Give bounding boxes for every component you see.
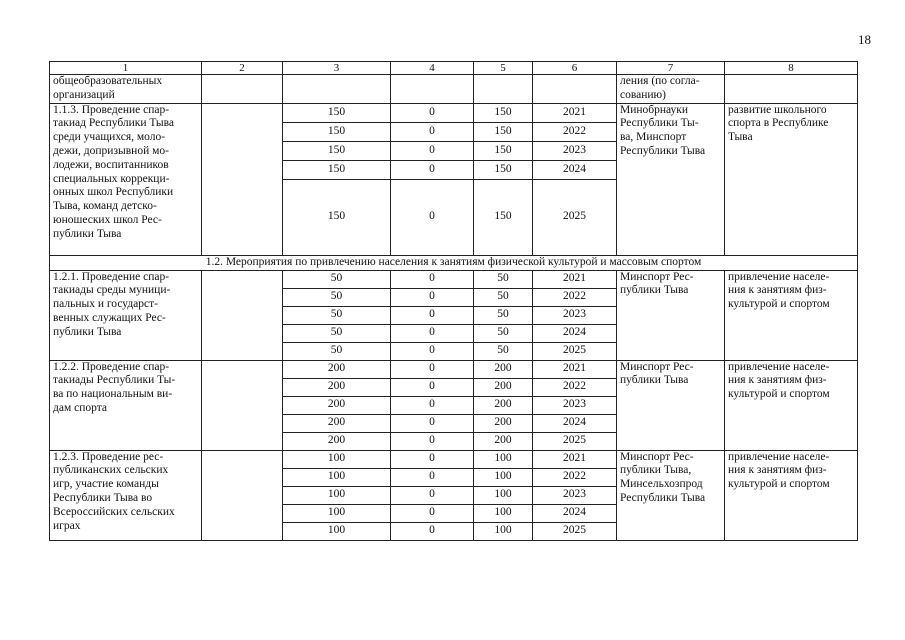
header-row	[50, 62, 858, 75]
year-cell: 2024	[533, 504, 617, 522]
empty-cell	[725, 75, 858, 104]
funding-cell: 100	[283, 504, 391, 522]
funding-cell: 100	[474, 522, 533, 540]
text-line: Минсельхозпрод	[620, 478, 703, 491]
text-line: юношеских школ Рес-	[53, 213, 162, 226]
funding-cell: 0	[391, 342, 474, 360]
header-cell: 3	[283, 62, 391, 75]
funding-cell: 100	[283, 450, 391, 468]
text-line: Минспорт Рес-	[620, 270, 694, 283]
text-line: Минспорт Рес-	[620, 450, 694, 463]
text-line: ния к занятиям физ-	[728, 464, 827, 477]
table-row	[50, 270, 858, 288]
text-line: организаций	[53, 88, 115, 101]
event-name	[50, 360, 202, 450]
text-line: лодежи, воспитанников	[53, 158, 169, 171]
funding-cell: 50	[283, 288, 391, 306]
year-cell: 2022	[533, 468, 617, 486]
header-cell: 7	[617, 62, 725, 75]
text-line: 1.2.2. Проведение спар-	[53, 360, 170, 373]
year-cell: 2025	[533, 342, 617, 360]
text-line: играх	[53, 519, 81, 532]
funding-cell: 150	[283, 141, 391, 160]
funding-cell: 200	[474, 360, 533, 378]
text-line: Тыва	[728, 131, 753, 144]
funding-cell: 0	[391, 432, 474, 450]
text-line: Минспорт Рес-	[620, 360, 694, 373]
text-line: специальных коррекци-	[53, 172, 170, 185]
text-line: пальных и государст-	[53, 298, 158, 311]
text-line: дам спорта	[53, 401, 107, 414]
text-line: Всероссийских сельских	[53, 505, 175, 518]
text-line: публики Тыва,	[620, 464, 692, 477]
continuation-row	[50, 75, 858, 104]
text-line: венных служащих Рес-	[53, 311, 166, 324]
empty-cell	[533, 75, 617, 104]
funding-cell: 0	[391, 396, 474, 414]
section-row	[50, 255, 858, 270]
funding-cell: 50	[283, 270, 391, 288]
year-cell: 2023	[533, 396, 617, 414]
funding-cell: 200	[283, 432, 391, 450]
funding-cell: 150	[283, 160, 391, 179]
year-cell: 2021	[533, 450, 617, 468]
text-line: ления (по согла-	[620, 75, 700, 87]
text-line: публики Тыва	[620, 374, 689, 387]
funding-cell: 0	[391, 324, 474, 342]
funding-cell: 150	[474, 122, 533, 141]
text-line: 1.1.3. Проведение спар-	[53, 103, 170, 116]
header-cell: 6	[533, 62, 617, 75]
funding-cell: 50	[283, 324, 391, 342]
text-line: культурой и спортом	[728, 298, 830, 311]
funding-cell: 0	[391, 486, 474, 504]
text-line: Тыва, команд детско-	[53, 200, 157, 213]
funding-cell: 200	[474, 414, 533, 432]
text-line: сованию)	[620, 88, 666, 101]
text-line: среди учащихся, моло-	[53, 131, 166, 144]
funding-cell: 0	[391, 288, 474, 306]
empty-cell	[474, 75, 533, 104]
text-line: 1.2.3. Проведение рес-	[53, 450, 164, 463]
funding-cell: 50	[283, 306, 391, 324]
year-cell: 2021	[533, 360, 617, 378]
executor	[617, 103, 725, 255]
empty-cell	[202, 450, 283, 540]
funding-cell: 100	[474, 450, 533, 468]
continuation-executor	[617, 75, 725, 104]
funding-cell: 0	[391, 306, 474, 324]
text-line: такиад Республики Тыва	[53, 117, 174, 130]
section-title: 1.2. Мероприятия по привлечению населения к занятиям физической культурой и массовым спортом	[50, 255, 858, 270]
funding-cell: 150	[474, 179, 533, 255]
year-cell: 2022	[533, 378, 617, 396]
program-table	[49, 61, 858, 541]
funding-cell: 100	[474, 504, 533, 522]
text-line: ния к занятиям физ-	[728, 374, 827, 387]
text-line: публики Тыва	[53, 325, 122, 338]
funding-cell: 100	[283, 522, 391, 540]
header-cell: 8	[725, 62, 858, 75]
funding-cell: 200	[474, 432, 533, 450]
funding-cell: 50	[474, 306, 533, 324]
text-line: спорта в Республике	[728, 117, 829, 130]
empty-cell	[391, 75, 474, 104]
funding-cell: 100	[283, 468, 391, 486]
funding-cell: 50	[474, 288, 533, 306]
table-row	[50, 103, 858, 122]
text-line: общеобразовательных	[53, 75, 163, 87]
text-line: ния к занятиям физ-	[728, 284, 827, 297]
text-line: ва, Минспорт	[620, 131, 687, 144]
text-line: развитие школьного	[728, 103, 827, 116]
year-cell: 2023	[533, 306, 617, 324]
text-line: Республики Тыва	[620, 491, 706, 504]
funding-cell: 50	[474, 324, 533, 342]
expected-result	[725, 270, 858, 360]
text-line: Минобрнауки	[620, 103, 689, 116]
table-row	[50, 450, 858, 468]
empty-cell	[202, 75, 283, 104]
year-cell: 2025	[533, 522, 617, 540]
executor	[617, 360, 725, 450]
text-line: Республики Тыва во	[53, 491, 153, 504]
empty-cell	[202, 360, 283, 450]
funding-cell: 200	[283, 378, 391, 396]
year-cell: 2025	[533, 179, 617, 255]
funding-cell: 0	[391, 504, 474, 522]
text-line: 1.2.1. Проведение спар-	[53, 270, 170, 283]
funding-cell: 0	[391, 122, 474, 141]
text-line: публики Тыва	[620, 284, 689, 297]
funding-cell: 0	[391, 179, 474, 255]
text-line: такиады Республики Ты-	[53, 374, 176, 387]
expected-result	[725, 450, 858, 540]
funding-cell: 150	[474, 103, 533, 122]
funding-cell: 100	[283, 486, 391, 504]
funding-cell: 0	[391, 360, 474, 378]
event-name	[50, 103, 202, 255]
year-cell: 2022	[533, 122, 617, 141]
funding-cell: 200	[283, 414, 391, 432]
text-line: игр, участие команды	[53, 478, 159, 491]
year-cell: 2024	[533, 160, 617, 179]
text-line: онных школ Республики	[53, 186, 174, 199]
funding-cell: 150	[474, 141, 533, 160]
funding-cell: 200	[283, 360, 391, 378]
header-cell: 4	[391, 62, 474, 75]
text-line: Республики Ты-	[620, 117, 699, 130]
year-cell: 2024	[533, 324, 617, 342]
empty-cell	[202, 270, 283, 360]
funding-cell: 0	[391, 468, 474, 486]
year-cell: 2021	[533, 270, 617, 288]
text-line: такиады среды муници-	[53, 284, 171, 297]
funding-cell: 0	[391, 450, 474, 468]
table-body	[50, 62, 858, 541]
funding-cell: 150	[474, 160, 533, 179]
table-row	[50, 360, 858, 378]
funding-cell: 0	[391, 522, 474, 540]
funding-cell: 50	[474, 270, 533, 288]
text-line: культурой и спортом	[728, 388, 830, 401]
year-cell: 2022	[533, 288, 617, 306]
empty-cell	[202, 103, 283, 255]
empty-cell	[283, 75, 391, 104]
funding-cell: 0	[391, 141, 474, 160]
text-line: публиканских сельских	[53, 464, 169, 477]
expected-result	[725, 360, 858, 450]
expected-result	[725, 103, 858, 255]
funding-cell: 0	[391, 270, 474, 288]
funding-cell: 0	[391, 160, 474, 179]
funding-cell: 200	[474, 378, 533, 396]
event-name	[50, 450, 202, 540]
year-cell: 2025	[533, 432, 617, 450]
funding-cell: 200	[474, 396, 533, 414]
header-cell: 1	[50, 62, 202, 75]
funding-cell: 150	[283, 122, 391, 141]
year-cell: 2023	[533, 486, 617, 504]
page-number: 18	[858, 32, 871, 47]
text-line: культурой и спортом	[728, 478, 830, 491]
year-cell: 2023	[533, 141, 617, 160]
continuation-name	[50, 75, 202, 104]
executor	[617, 450, 725, 540]
text-line: ва по национальным ви-	[53, 388, 173, 401]
funding-cell: 100	[474, 486, 533, 504]
year-cell: 2024	[533, 414, 617, 432]
executor	[617, 270, 725, 360]
funding-cell: 0	[391, 414, 474, 432]
funding-cell: 200	[283, 396, 391, 414]
header-cell: 2	[202, 62, 283, 75]
text-line: привлечение населе-	[728, 270, 830, 283]
funding-cell: 50	[474, 342, 533, 360]
text-line: Республики Тыва	[620, 144, 706, 157]
text-line: публики Тыва	[53, 227, 122, 240]
funding-cell: 150	[283, 103, 391, 122]
header-cell: 5	[474, 62, 533, 75]
text-line: привлечение населе-	[728, 360, 830, 373]
funding-cell: 0	[391, 378, 474, 396]
text-line: привлечение населе-	[728, 450, 830, 463]
funding-cell: 50	[283, 342, 391, 360]
funding-cell: 150	[283, 179, 391, 255]
funding-cell: 0	[391, 103, 474, 122]
event-name	[50, 270, 202, 360]
funding-cell: 100	[474, 468, 533, 486]
text-line: дежи, допризывной мо-	[53, 144, 169, 157]
year-cell: 2021	[533, 103, 617, 122]
